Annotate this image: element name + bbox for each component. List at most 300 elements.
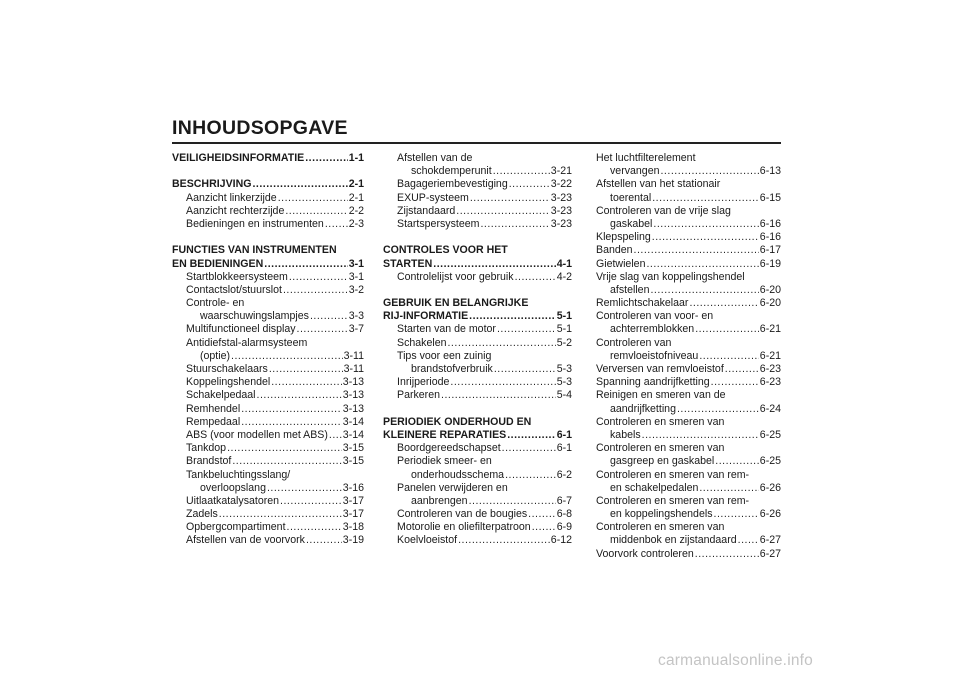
- toc-entry-title: Koelvloeistof: [397, 534, 458, 547]
- toc-dot-leader: [502, 442, 556, 455]
- toc-entry-title: schokdemperunit: [411, 165, 492, 178]
- toc-entry[interactable]: [383, 218, 572, 231]
- toc-entry[interactable]: [172, 455, 364, 468]
- toc-entry[interactable]: [383, 152, 572, 165]
- toc-entry[interactable]: [172, 469, 364, 482]
- toc-entry-title: achterremblokken: [610, 323, 695, 336]
- toc-column-1: [172, 152, 364, 548]
- toc-dot-leader: [278, 192, 348, 205]
- toc-page-number: 3-13: [342, 376, 364, 389]
- toc-dot-leader: [231, 350, 343, 363]
- toc-entry[interactable]: [172, 376, 364, 389]
- toc-entry-title: Controle- en: [186, 297, 245, 310]
- toc-page-number: 3-3: [348, 310, 364, 323]
- toc-entry-title: FUNCTIES VAN INSTRUMENTEN: [172, 244, 337, 257]
- toc-entry-title: Bedieningen en instrumenten: [186, 217, 324, 230]
- toc-entry-title: Schakelen: [397, 336, 447, 349]
- toc-page-number: 6-21: [759, 349, 781, 362]
- toc-entry[interactable]: [383, 376, 572, 389]
- toc-entry-title: Afstellen van de: [397, 152, 473, 164]
- toc-entry[interactable]: [172, 403, 364, 416]
- toc-section-heading[interactable]: [383, 244, 572, 257]
- toc-entry-title: Aanzicht rechterzijde: [186, 204, 285, 217]
- toc-spacer: [383, 284, 572, 297]
- toc-entry-title: Afstellen van de voorvork: [186, 534, 305, 547]
- toc-entry[interactable]: [383, 482, 572, 495]
- toc-dot-leader: [470, 192, 550, 205]
- toc-page-number: 6-27: [759, 534, 781, 547]
- toc-page-number: 3-1: [348, 257, 364, 270]
- toc-section-heading[interactable]: [383, 297, 572, 310]
- toc-entry[interactable]: [172, 323, 364, 336]
- toc-entry-title: gasgreep en gaskabel: [610, 455, 715, 468]
- toc-entry[interactable]: [172, 363, 364, 376]
- toc-dot-leader: [283, 284, 348, 297]
- toc-entry-title: Voorvork controleren: [596, 547, 694, 560]
- toc-entry-title: GEBRUIK EN BELANGRIJKE: [383, 297, 529, 310]
- toc-entry[interactable]: [596, 258, 781, 271]
- toc-page-number: 6-9: [556, 521, 572, 534]
- toc-entry-title: Controleren van: [596, 336, 672, 349]
- toc-entry[interactable]: [383, 205, 572, 218]
- toc-section-heading[interactable]: [172, 152, 364, 165]
- toc-page-number: 5-4: [556, 389, 572, 402]
- toc-entry-title: en koppelingshendels: [610, 508, 713, 521]
- toc-page-number: 6-7: [556, 494, 572, 507]
- toc-entry-title: Controleren van de vrije slag: [596, 204, 731, 217]
- toc-dot-leader: [660, 165, 758, 178]
- toc-dot-leader: [310, 310, 348, 323]
- toc-entry-title: Panelen verwijderen en: [397, 481, 508, 494]
- toc-entry[interactable]: [596, 205, 781, 218]
- toc-entry[interactable]: [596, 244, 781, 257]
- toc-dot-leader: [715, 455, 759, 468]
- toc-entry-title: afstellen: [610, 283, 650, 296]
- toc-entry-title: Afstellen van het stationair: [596, 178, 721, 191]
- toc-dot-leader: [497, 323, 556, 336]
- toc-dot-leader: [441, 389, 556, 402]
- toc-entry-title: Controleren en smeren van rem-: [596, 468, 750, 481]
- toc-page-number: 3-22: [550, 178, 572, 191]
- toc-spacer: [172, 165, 364, 178]
- toc-dot-leader: [695, 548, 759, 561]
- toc-entry-title: vervangen: [610, 165, 660, 178]
- toc-page-number: 3-7: [348, 323, 364, 336]
- toc-page-number: 5-3: [556, 376, 572, 389]
- toc-entry-title: Banden: [596, 244, 633, 257]
- toc-entry[interactable]: [172, 218, 364, 231]
- toc-page-number: 2-2: [348, 204, 364, 217]
- toc-entry[interactable]: [596, 284, 781, 297]
- toc-dot-leader: [227, 442, 342, 455]
- toc-dot-leader: [725, 363, 759, 376]
- toc-entry[interactable]: [383, 508, 572, 521]
- toc-page-number: 6-19: [759, 257, 781, 270]
- toc-entry-title: Zadels: [186, 508, 218, 521]
- toc-page-number: 6-26: [759, 481, 781, 494]
- toc-entry[interactable]: [172, 508, 364, 521]
- toc-entry[interactable]: [383, 455, 572, 468]
- toc-entry[interactable]: [383, 495, 572, 508]
- toc-dot-leader: [480, 218, 549, 231]
- toc-entry[interactable]: [172, 495, 364, 508]
- toc-entry[interactable]: [383, 534, 572, 547]
- toc-page-number: 6-25: [759, 455, 781, 468]
- toc-page-number: 6-23: [759, 376, 781, 389]
- toc-entry-title: Reinigen en smeren van de: [596, 389, 726, 402]
- toc-entry[interactable]: [383, 389, 572, 402]
- toc-entry-title: Contactslot/stuurslot: [186, 283, 282, 296]
- toc-entry-title: EXUP-systeem: [397, 191, 469, 204]
- toc-entry-title: STARTEN: [383, 257, 433, 270]
- toc-dot-leader: [469, 310, 556, 323]
- toc-page-number: 1-1: [348, 152, 364, 164]
- toc-page-number: 6-1: [556, 442, 572, 455]
- toc-entry-title: PERIODIEK ONDERHOUD EN: [383, 415, 532, 428]
- toc-entry[interactable]: [172, 284, 364, 297]
- toc-entry-title: Controleren van voor- en: [596, 310, 714, 323]
- toc-page-number: 3-21: [550, 165, 572, 178]
- toc-page-number: 6-21: [759, 323, 781, 336]
- toc-entry-title: Controlelijst voor gebruik: [397, 270, 514, 283]
- toc-entry[interactable]: [596, 416, 781, 429]
- toc-entry-title: Startspersysteem: [397, 217, 480, 230]
- toc-entry-title: Aanzicht linkerzijde: [186, 191, 277, 204]
- toc-entry[interactable]: [596, 165, 781, 178]
- toc-page-number: 3-19: [342, 534, 364, 547]
- toc-dot-leader: [458, 534, 550, 547]
- toc-entry[interactable]: [172, 482, 364, 495]
- toc-entry[interactable]: [596, 152, 781, 165]
- toc-entry[interactable]: [383, 363, 572, 376]
- toc-dot-leader: [532, 521, 556, 534]
- toc-entry[interactable]: [596, 350, 781, 363]
- toc-dot-leader: [456, 205, 550, 218]
- toc-dot-leader: [515, 271, 556, 284]
- toc-entry[interactable]: [172, 429, 364, 442]
- toc-dot-leader: [325, 218, 348, 231]
- toc-page-number: 6-24: [759, 402, 781, 415]
- toc-dot-leader: [650, 284, 758, 297]
- toc-page-number: 3-11: [343, 349, 364, 362]
- toc-entry-title: EN BEDIENINGEN: [172, 257, 264, 270]
- toc-entry-title: Rempedaal: [186, 415, 241, 428]
- toc-entry[interactable]: [383, 165, 572, 178]
- toc-page-number: 6-12: [550, 534, 572, 547]
- toc-entry[interactable]: [596, 323, 781, 336]
- toc-dot-leader: [634, 244, 759, 257]
- toc-entry-title: RIJ-INFORMATIE: [383, 310, 469, 323]
- toc-entry[interactable]: [596, 178, 781, 191]
- toc-entry[interactable]: [596, 548, 781, 561]
- toc-dot-leader: [642, 429, 759, 442]
- toc-entry-title: aandrijfketting: [610, 402, 676, 415]
- toc-entry-title: Startblokkeersysteem: [186, 270, 288, 283]
- page-title: INHOUDSOPGAVE: [172, 117, 348, 139]
- toc-dot-leader: [652, 192, 759, 205]
- toc-dot-leader: [264, 258, 347, 271]
- toc-entry-title: Controleren en smeren van: [596, 415, 725, 428]
- toc-entry[interactable]: [596, 231, 781, 244]
- toc-dot-leader: [469, 495, 556, 508]
- toc-entry-title: Controleren en smeren van: [596, 442, 725, 455]
- toc-page-number: 6-8: [556, 508, 572, 521]
- toc-entry-title: middenbok en zijstandaard: [610, 534, 737, 547]
- toc-page-number: 6-17: [759, 244, 781, 257]
- toc-page-number: 3-16: [342, 481, 364, 494]
- toc-page-number: 6-2: [556, 468, 572, 481]
- toc-entry-title: Controleren en smeren van: [596, 521, 725, 534]
- toc-entry[interactable]: [596, 363, 781, 376]
- toc-page-number: 3-1: [348, 270, 364, 283]
- toc-entry-title: Remhendel: [186, 402, 241, 415]
- toc-entry[interactable]: [383, 271, 572, 284]
- toc-entry-title: Inrijperiode: [397, 376, 450, 389]
- toc-dot-leader: [241, 403, 342, 416]
- toc-entry-title: Gietwielen: [596, 257, 646, 270]
- toc-entry-title: brandstofverbruik: [411, 363, 493, 375]
- toc-entry-title: Controleren van de bougies: [397, 508, 528, 521]
- toc-dot-leader: [507, 429, 555, 442]
- toc-dot-leader: [494, 363, 556, 376]
- toc-column-3: [596, 152, 781, 561]
- toc-entry[interactable]: [172, 192, 364, 205]
- toc-page-number: 3-15: [342, 442, 364, 455]
- toc-entry-title: Periodiek smeer- en: [397, 455, 492, 468]
- toc-page-number: 6-16: [759, 231, 781, 244]
- toc-entry[interactable]: [172, 337, 364, 350]
- toc-dot-leader: [738, 534, 759, 547]
- toc-entry[interactable]: [596, 482, 781, 495]
- toc-page-number: 5-2: [556, 336, 572, 349]
- toc-entry[interactable]: [172, 297, 364, 310]
- toc-entry[interactable]: [596, 337, 781, 350]
- toc-entry[interactable]: [383, 323, 572, 336]
- toc-dot-leader: [219, 508, 342, 521]
- toc-dot-leader: [528, 508, 556, 521]
- toc-entry-title: Brandstof: [186, 455, 232, 468]
- toc-entry[interactable]: [383, 442, 572, 455]
- toc-dot-leader: [289, 271, 348, 284]
- toc-entry-title: remvloeistofniveau: [610, 349, 699, 362]
- toc-entry[interactable]: [596, 534, 781, 547]
- toc-page-number: 3-17: [342, 508, 364, 521]
- toc-dot-leader: [695, 323, 759, 336]
- toc-dot-leader: [699, 350, 758, 363]
- toc-dot-leader: [505, 469, 556, 482]
- toc-dot-leader: [714, 508, 759, 521]
- toc-entry-title: Stuurschakelaars: [186, 363, 268, 375]
- toc-dot-leader: [493, 165, 550, 178]
- toc-entry-title: onderhoudsschema: [411, 468, 505, 481]
- toc-entry-title: Tankbeluchtingsslang/: [186, 468, 291, 481]
- toc-section-heading[interactable]: [383, 310, 572, 323]
- toc-dot-leader: [450, 376, 555, 389]
- toc-entry-title: Starten van de motor: [397, 323, 496, 336]
- toc-dot-leader: [297, 323, 348, 336]
- toc-entry-title: aanbrengen: [411, 494, 468, 507]
- toc-page-number: 3-23: [550, 204, 572, 217]
- toc-entry[interactable]: [172, 534, 364, 547]
- toc-dot-leader: [652, 231, 759, 244]
- toc-entry-title: Opbergcompartiment: [186, 521, 286, 534]
- toc-entry[interactable]: [596, 508, 781, 521]
- toc-page-number: 2-1: [348, 178, 364, 191]
- toc-dot-leader: [646, 258, 758, 271]
- toc-entry-title: ABS (voor modellen met ABS): [186, 428, 328, 441]
- toc-entry[interactable]: [172, 350, 364, 363]
- toc-dot-leader: [433, 258, 555, 271]
- toc-page-number: 4-1: [556, 257, 572, 270]
- toc-entry[interactable]: [596, 495, 781, 508]
- toc-entry-title: Klepspeling: [596, 231, 651, 244]
- toc-entry-title: Tips voor een zuinig: [397, 349, 492, 362]
- toc-page-number: 3-11: [343, 363, 364, 375]
- toc-entry-title: Bagageriembevestiging: [397, 178, 508, 191]
- toc-dot-leader: [305, 152, 347, 165]
- toc-entry-title: Koppelingshendel: [186, 376, 271, 389]
- toc-entry[interactable]: [596, 297, 781, 310]
- toc-section-heading[interactable]: [383, 258, 572, 271]
- toc-dot-leader: [287, 521, 342, 534]
- toc-page-number: 3-17: [342, 494, 364, 507]
- toc-entry-title: Uitlaatkatalysatoren: [186, 494, 280, 507]
- toc-entry[interactable]: [172, 416, 364, 429]
- toc-entry-title: BESCHRIJVING: [172, 178, 252, 191]
- toc-entry[interactable]: [172, 521, 364, 534]
- toc-entry-title: gaskabel: [610, 217, 653, 230]
- toc-page-number: 2-3: [348, 217, 364, 230]
- toc-entry-title: kabels: [610, 428, 641, 441]
- toc-dot-leader: [267, 482, 342, 495]
- toc-entry-title: Schakelpedaal: [186, 389, 256, 402]
- toc-page-number: 4-2: [556, 270, 572, 283]
- toc-entry[interactable]: [596, 403, 781, 416]
- toc-dot-leader: [285, 205, 347, 218]
- toc-entry-title: toerental: [610, 191, 652, 204]
- toc-page-number: 6-1: [556, 428, 572, 441]
- toc-dot-leader: [232, 455, 341, 468]
- toc-page-number: 5-1: [556, 323, 572, 336]
- toc-dot-leader: [447, 337, 555, 350]
- watermark: carmanualsonline.info: [658, 652, 813, 669]
- toc-dot-leader: [252, 178, 347, 191]
- toc-spacer: [383, 231, 572, 244]
- toc-entry-title: Boordgereedschapset: [397, 442, 501, 455]
- toc-page-number: 3-13: [342, 402, 364, 415]
- toc-entry-title: Motorolie en oliefilterpatroon: [397, 521, 531, 534]
- toc-entry[interactable]: [172, 442, 364, 455]
- toc-dot-leader: [306, 534, 342, 547]
- toc-page-number: 6-26: [759, 508, 781, 521]
- toc-entry[interactable]: [596, 271, 781, 284]
- toc-page-number: 6-20: [759, 297, 781, 310]
- toc-entry[interactable]: [596, 376, 781, 389]
- toc-section-heading[interactable]: [172, 244, 364, 257]
- toc-section-heading[interactable]: [172, 258, 364, 271]
- toc-entry[interactable]: [596, 455, 781, 468]
- toc-entry[interactable]: [383, 192, 572, 205]
- toc-page-number: 3-18: [342, 521, 364, 534]
- toc-entry-title: Controleren en smeren van rem-: [596, 494, 750, 507]
- toc-entry[interactable]: [172, 205, 364, 218]
- toc-dot-leader: [280, 495, 342, 508]
- toc-page-number: 5-3: [556, 363, 572, 375]
- toc-page-number: 2-1: [348, 191, 364, 204]
- toc-entry-title: Antidiefstal-alarmsysteem: [186, 336, 308, 349]
- toc-page-number: 3-15: [342, 455, 364, 468]
- toc-entry[interactable]: [172, 271, 364, 284]
- toc-entry-title: en schakelpedalen: [610, 481, 699, 494]
- toc-entry[interactable]: [383, 469, 572, 482]
- toc-entry[interactable]: [383, 337, 572, 350]
- toc-spacer: [172, 231, 364, 244]
- toc-entry-title: overloopslang: [200, 481, 266, 494]
- toc-dot-leader: [677, 403, 759, 416]
- toc-page-number: 3-2: [348, 283, 364, 296]
- toc-entry-title: Verversen van remvloeistof: [596, 363, 724, 375]
- toc-entry[interactable]: [596, 442, 781, 455]
- toc-dot-leader: [711, 376, 759, 389]
- toc-section-heading[interactable]: [383, 429, 572, 442]
- toc-entry[interactable]: [596, 192, 781, 205]
- toc-entry[interactable]: [596, 521, 781, 534]
- toc-page-number: 6-23: [759, 363, 781, 375]
- toc-entry-title: Vrije slag van koppelingshendel: [596, 270, 745, 283]
- toc-page-number: 5-1: [556, 310, 572, 323]
- toc-dot-leader: [689, 297, 758, 310]
- toc-entry[interactable]: [172, 310, 364, 323]
- toc-entry-title: Multifunctioneel display: [186, 323, 296, 336]
- toc-page-number: 3-23: [550, 217, 572, 230]
- toc-entry[interactable]: [596, 429, 781, 442]
- toc-entry-title: Het luchtfilterelement: [596, 152, 696, 164]
- toc-entry-title: CONTROLES VOOR HET: [383, 244, 508, 257]
- toc-entry-title: Tankdop: [186, 442, 227, 455]
- toc-dot-leader: [329, 429, 342, 442]
- toc-entry-title: (optie): [200, 349, 231, 362]
- toc-dot-leader: [241, 416, 342, 429]
- toc-entry[interactable]: [596, 389, 781, 402]
- toc-entry[interactable]: [596, 310, 781, 323]
- toc-column-2: [383, 152, 572, 548]
- toc-page-number: 6-27: [759, 547, 781, 560]
- toc-entry[interactable]: [383, 350, 572, 363]
- toc-page-number: 6-15: [759, 191, 781, 204]
- toc-page-number: 3-14: [342, 415, 364, 428]
- toc-entry[interactable]: [596, 218, 781, 231]
- toc-entry-title: Zijstandaard: [397, 204, 456, 217]
- toc-entry-title: Spanning aandrijfketting: [596, 376, 710, 389]
- toc-page-number: 6-25: [759, 428, 781, 441]
- toc-entry-title: VEILIGHEIDSINFORMATIE: [172, 152, 305, 164]
- toc-entry-title: KLEINERE REPARATIES: [383, 428, 507, 441]
- toc-page-number: 3-13: [342, 389, 364, 402]
- toc-page-number: 6-13: [759, 165, 781, 178]
- toc-section-heading[interactable]: [383, 416, 572, 429]
- toc-entry[interactable]: [172, 389, 364, 402]
- toc-entry[interactable]: [596, 469, 781, 482]
- toc-page-number: 6-20: [759, 283, 781, 296]
- toc-section-heading[interactable]: [172, 178, 364, 191]
- toc-dot-leader: [257, 389, 342, 402]
- toc-dot-leader: [653, 218, 758, 231]
- toc-entry[interactable]: [383, 521, 572, 534]
- title-divider: [172, 142, 781, 144]
- toc-dot-leader: [509, 178, 550, 191]
- toc-entry[interactable]: [383, 178, 572, 191]
- toc-page-number: 3-14: [342, 428, 364, 441]
